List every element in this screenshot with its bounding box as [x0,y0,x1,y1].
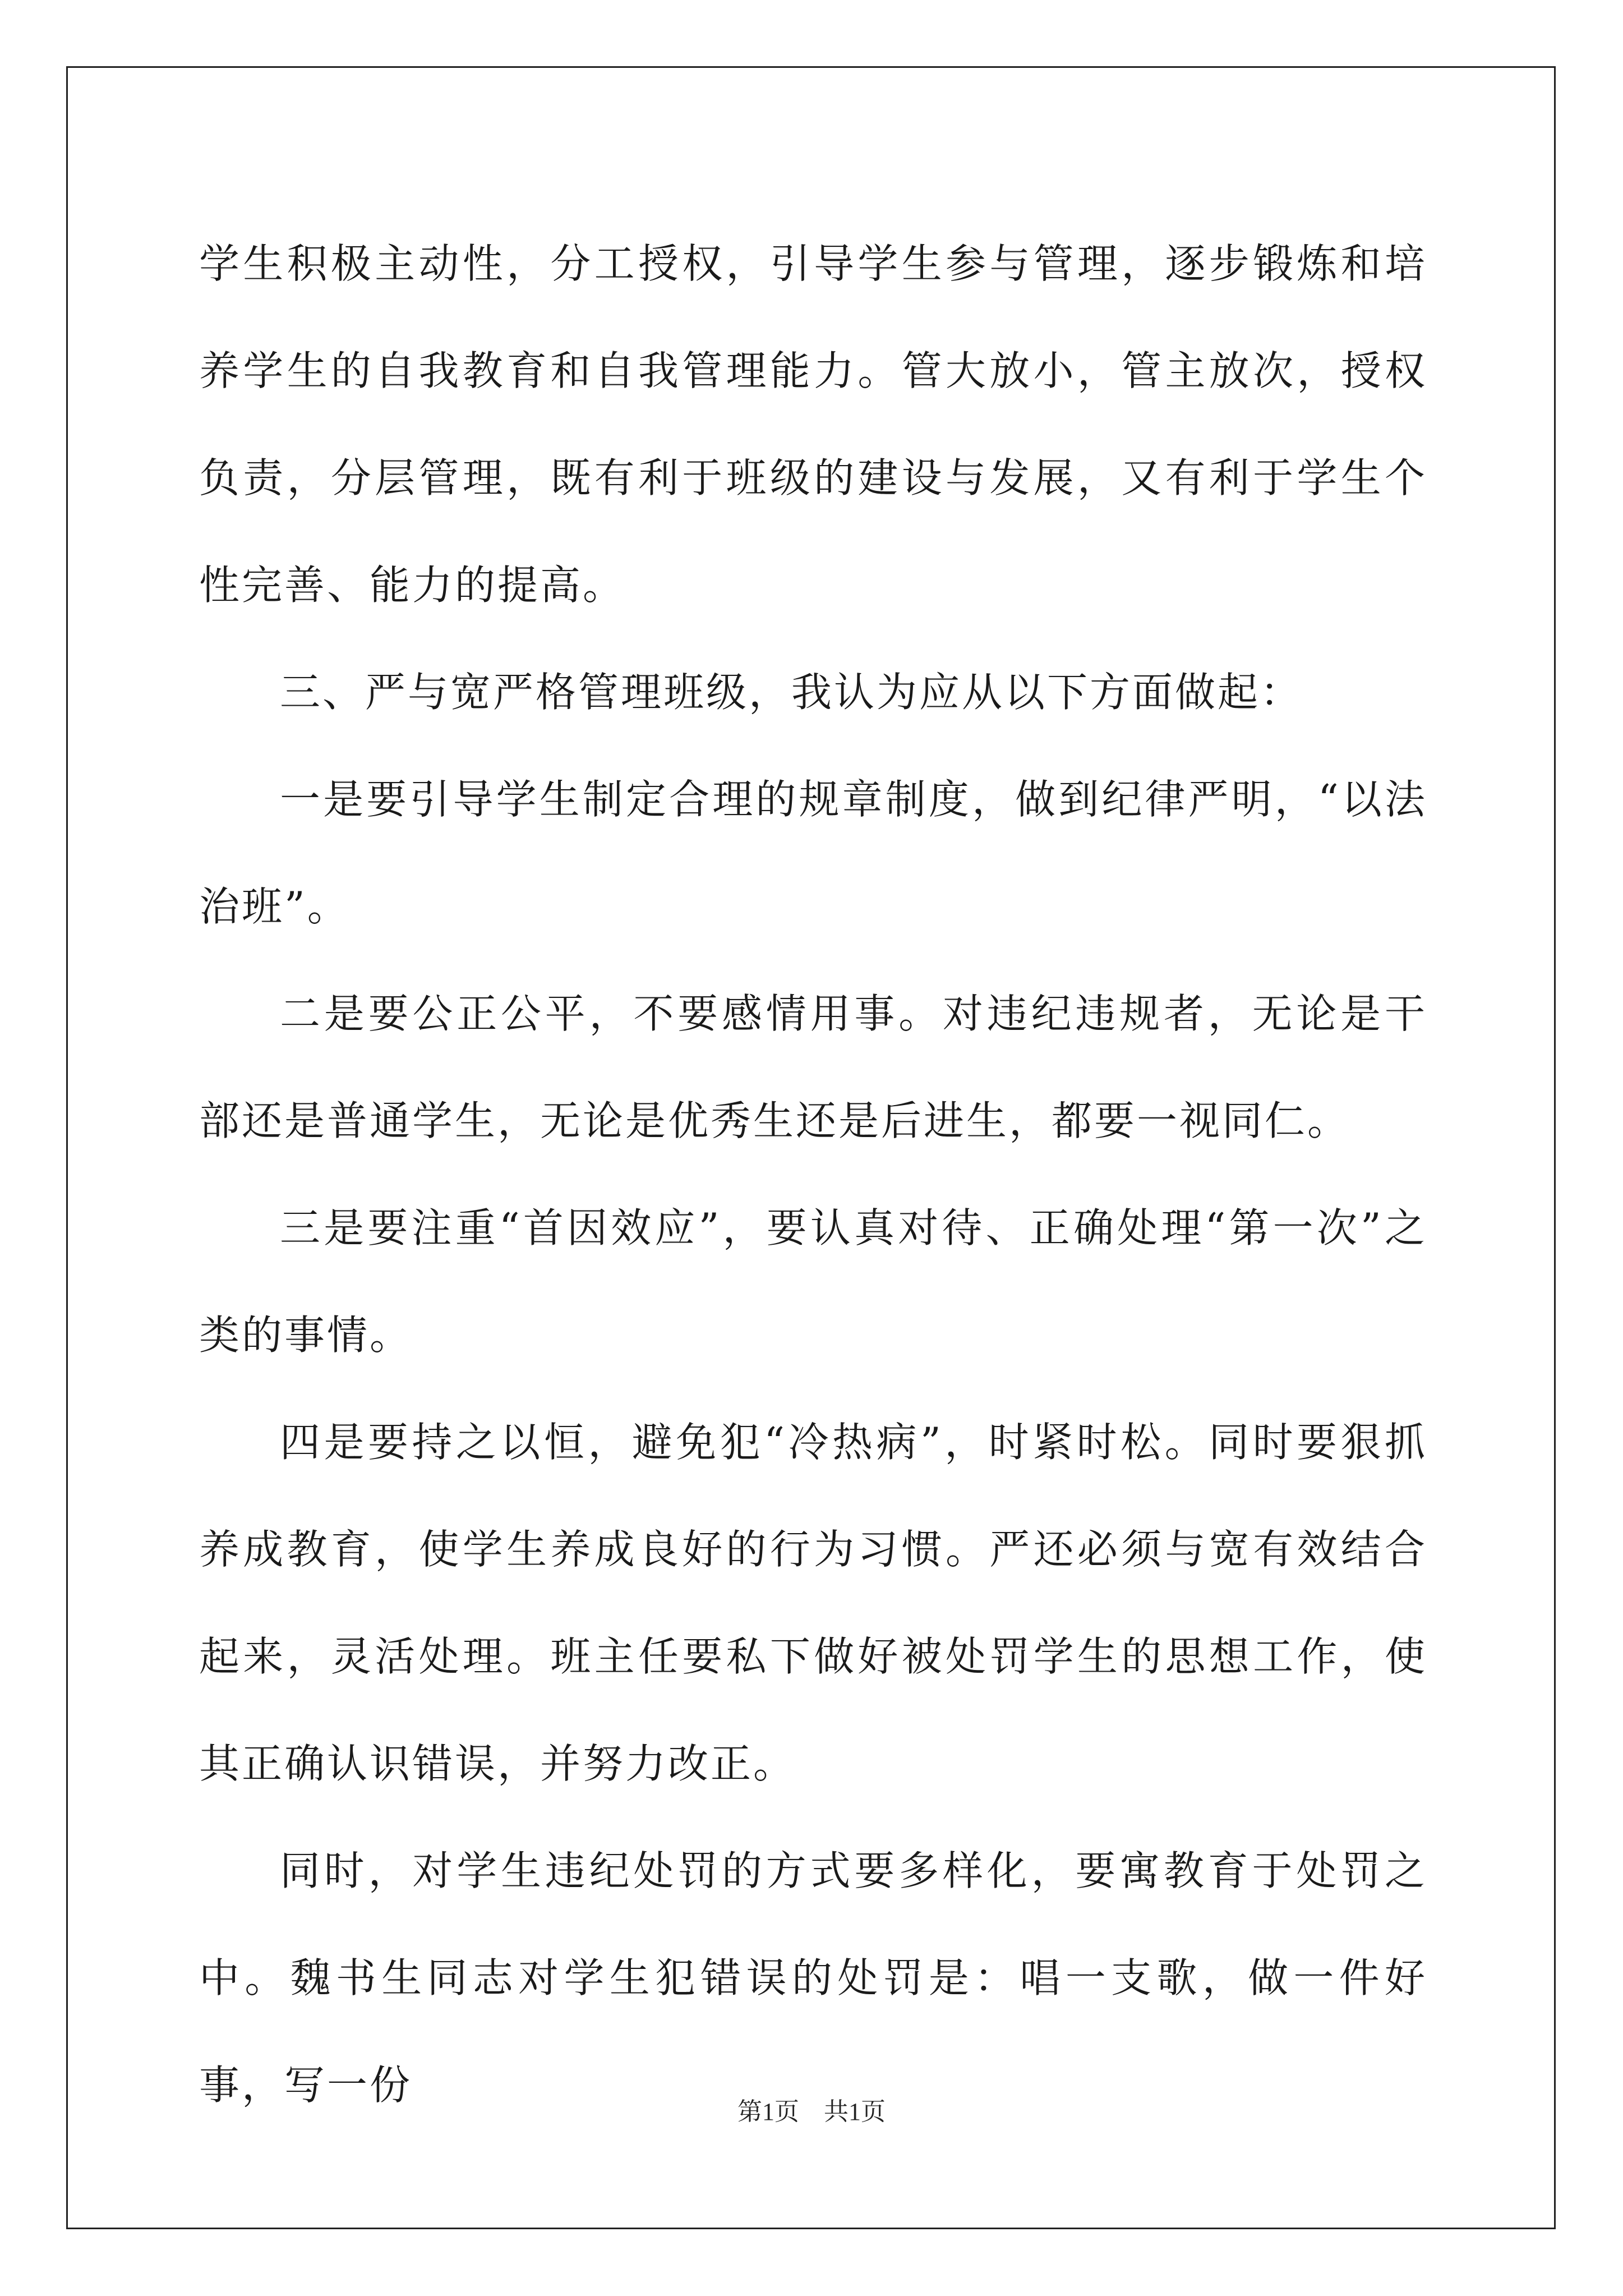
page-footer: 第1页 共1页 [737,2098,886,2125]
paragraph-3: 一是要引导学生制定合理的规章制度，做到纪律严明，“以法治班”。 [199,776,1427,930]
paragraph-6: 四是要持之以恒，避免犯“冷热病”，时紧时松。同时要狠抓养成教育，使学生养成良好的行为习惯。严还必须与宽有效结合起来，灵活处理。班主任要私下做好被处罚学生的思想工作，使其正确认识错误，并努力改正。 [199,1419,1427,1787]
paragraph-5: 三是要注重“首因效应”，要认真对待、正确处理“第一次”之类的事情。 [199,1204,1427,1359]
paragraph-1: 学生积极主动性，分工授权，引导学生参与管理，逐步锻炼和培养学生的自我教育和自我管理能力。管大放小，管主放次，授权负责，分层管理，既有利于班级的建设与发展，又有利于学生个性完善、能力的提高。 [199,240,1427,609]
paragraph-4: 二是要公正公平，不要感情用事。对违纪违规者，无论是干部还是普通学生，无论是优秀生还是后进生，都要一视同仁。 [199,990,1427,1144]
paragraph-7: 同时，对学生违纪处罚的方式要多样化，要寓教育于处罚之中。魏书生同志对学生犯错误的处罚是：唱一支歌，做一件好事，写一份 [199,1847,1427,2109]
document-body [199,210,1427,2139]
paragraph-2: 三、严与宽严格管理班级，我认为应从以下方面做起： [280,669,1303,716]
